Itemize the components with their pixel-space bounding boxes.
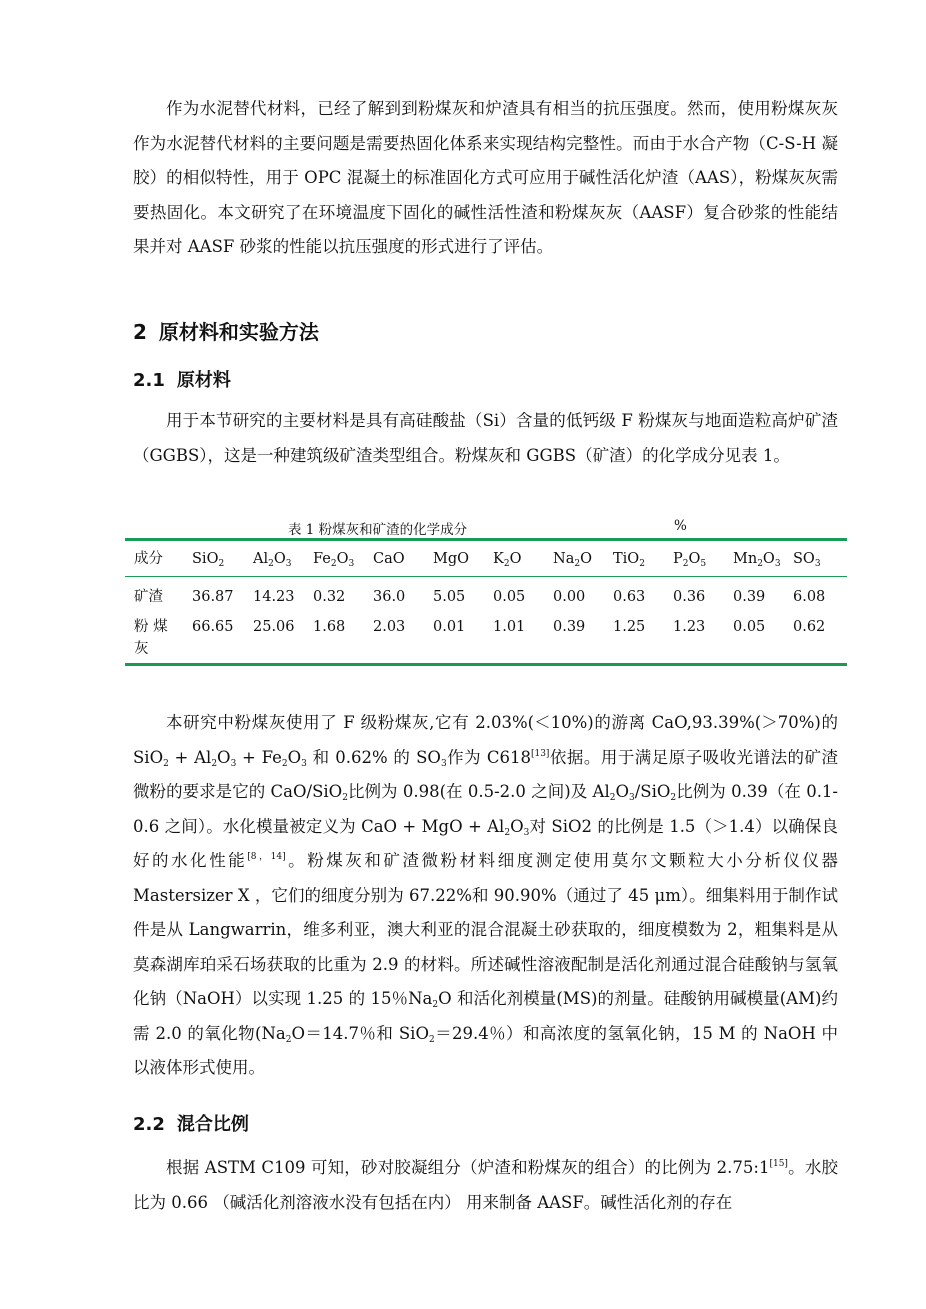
table-cell: 14.23	[253, 589, 295, 605]
table-cell: 36.0	[373, 589, 406, 605]
table-cell: 1.68	[313, 619, 346, 635]
table-header-cell: $Fe_2O_3$	[313, 551, 355, 569]
table-title: 表 1 粉煤灰和矿渣的化学成分	[288, 522, 468, 538]
table-cell: 0.39	[733, 589, 766, 605]
table-cell: 0.36	[673, 589, 706, 605]
table-cell: 0.62	[793, 619, 826, 635]
table-unit: %	[674, 518, 687, 534]
table-cell: 1.25	[613, 619, 646, 635]
table-row-label: 粉 煤 灰	[134, 619, 168, 657]
table-cell: 0.05	[733, 619, 766, 635]
fly-ash-paragraph: 本研究中粉煤灰使用了 F 级粉煤灰,它有 2.03%(＜10%)的游离 CaO,93.39%(＞70%)的 $SiO_2 + Al_2O_3 + Fe_2O_3$ 和 0.62% 的 $SO_3$作为 C618[13]依据。用于满足原子吸收光谱法的矿渣微粉的要求是它的 CaO/SiO$_2$比例为 0.98(在 0.5-2.0 之间)及 $Al_2O_3/SiO_2$比例为 0.39（在 0.1-0.6 之间）。水化模量被定义为 CaO + MgO + $Al_2O_3$对 SiO2 的比例是 1.5（＞1.4）以确保良好的水化性能[8，14]。粉煤灰和矿渣微粉材料细度测定使用莫尔文颗粒大小分析仪仪器 Mastersizer X ，它们的细度分别为 67.22%和 90.90%（通过了 45 μm）。细集料用于制作试件是从 Langwarrin，维多利亚，澳大利亚的混合混凝土砂获取的，细度模数为 2，粗集料是从莫森湖库珀采石场获取的比重为 2.9 的材料。所述碱性溶液配制是活化剂通过混合硅酸钠与氢氧化钠（NaOH）以实现 1.25 的 15％$Na_2O$ 和活化剂模量(MS)的剂量。硅酸钠用碱模量(AM)约需 2.0 的氧化物($Na_2O=14.7$％和 SiO$_2$＝29.4％）和高浓度的氢氧化钠，15 M 的 NaOH 中以液体形式使用。	[133, 713, 839, 1077]
table-cell: 36.87	[192, 589, 234, 605]
table-cell: 0.39	[553, 619, 586, 635]
table-header-cell: CaO	[373, 551, 405, 567]
table-cell: 1.23	[673, 619, 706, 635]
table-caption	[125, 518, 847, 538]
table-header-cell: $Al_2O_3$	[253, 551, 292, 569]
table-header-rule	[125, 576, 847, 577]
section-2-2-heading: 2.2 混合比例	[133, 1114, 249, 1135]
table-header-cell: $K_2O$	[493, 551, 522, 569]
table-bottom-rule	[125, 663, 847, 666]
table-cell: 25.06	[253, 619, 295, 635]
table-cell: 0.32	[313, 589, 346, 605]
mix-proportion-paragraph: 根据 ASTM C109 可知，砂对胶凝组分（炉渣和粉煤灰的组合）的比例为 2.75:1[15]。水胶比为 0.66 （碱活化剂溶液水没有包括在内） 用来制备 AASF。碱性活化剂的存在	[133, 1158, 839, 1212]
table-cell: 0.01	[433, 619, 466, 635]
table-header-cell: MgO	[433, 551, 470, 567]
table-row-label: 矿渣	[134, 589, 163, 605]
table-cell: 66.65	[192, 619, 234, 635]
intro-paragraph: 作为水泥替代材料，已经了解到到粉煤灰和炉渣具有相当的抗压强度。然而，使用粉煤灰灰作为水泥替代材料的主要问题是需要热固化体系来实现结构完整性。而由于水合产物（C-S-H 凝胶）的相似特性，用于 OPC 混凝土的标准固化方式可应用于碱性活化炉渣（AAS），粉煤灰灰需要热固化。本文研究了在环境温度下固化的碱性活性渣和粉煤灰灰（AASF）复合砂浆的性能结果并对 AASF 砂浆的性能以抗压强度的形式进行了评估。	[133, 99, 839, 256]
citation-8-14: [8，14]	[247, 852, 286, 862]
table-cell: 1.01	[493, 619, 526, 635]
table-cell: 5.05	[433, 589, 466, 605]
table-header-cell: $Mn_2O_3$	[733, 551, 781, 569]
table-top-rule	[125, 538, 847, 541]
table-header-cell: $P_2O_5$	[673, 551, 707, 569]
table-header-cell: $SO_3$	[793, 551, 821, 569]
table-header-cell: SiO$_2$	[192, 551, 225, 569]
table-header-cell: TiO$_2$	[613, 551, 645, 569]
table-cell: 2.03	[373, 619, 406, 635]
table-cell: 6.08	[793, 589, 826, 605]
table-header-cell: $Na_2O$	[553, 551, 592, 569]
citation-13: [13]	[530, 748, 550, 759]
table-cell: 0.00	[553, 589, 586, 605]
section-2-heading: 2 原材料和实验方法	[133, 320, 319, 344]
table-cell: 0.63	[613, 589, 646, 605]
section-2-1-heading: 2.1 原材料	[133, 370, 231, 391]
table-header-label: 成分	[134, 551, 163, 567]
citation-15: [15]	[769, 1159, 788, 1169]
table-cell: 0.05	[493, 589, 526, 605]
raw-materials-paragraph: 用于本节研究的主要材料是具有高硅酸盐（Si）含量的低钙级 F 粉煤灰与地面造粒高炉矿渣（GGBS），这是一种建筑级矿渣类型组合。粉煤灰和 GGBS（矿渣）的化学成分见表 1。	[133, 411, 839, 465]
